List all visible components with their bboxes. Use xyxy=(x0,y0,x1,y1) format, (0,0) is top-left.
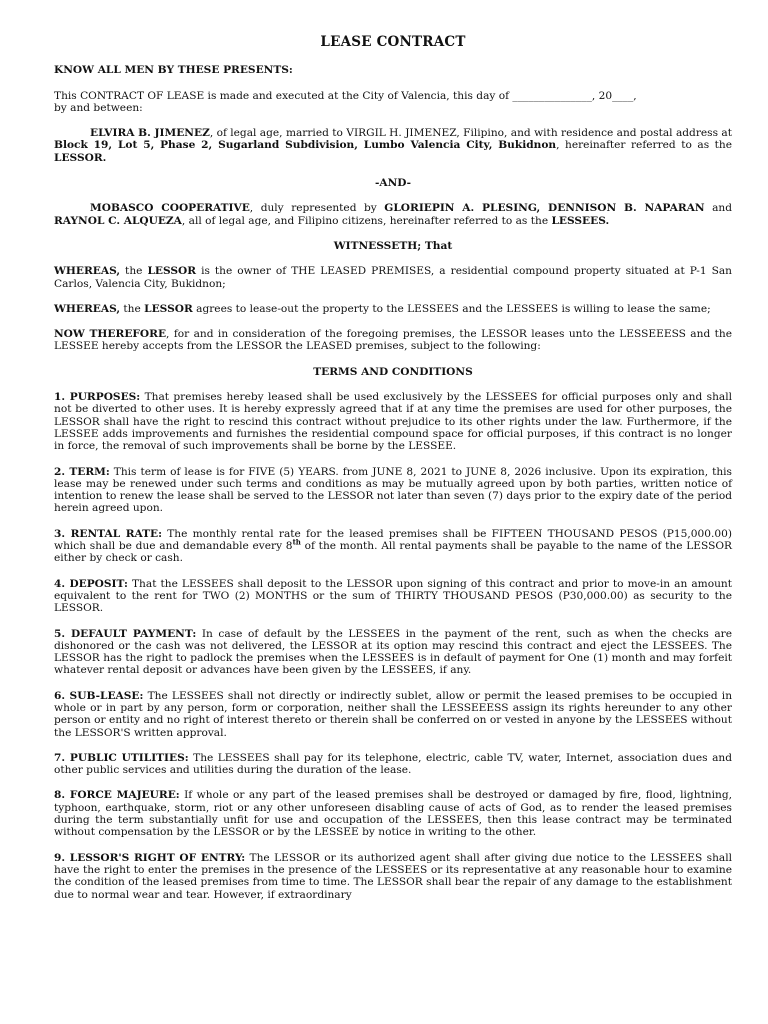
lessee-name: MOBASCO COOPERATIVE xyxy=(90,202,250,215)
intro-paragraph xyxy=(54,90,732,115)
whereas-1-text-b: is the owner of THE LEASED PREMISES, a residential compound property situated at P-1 San Carlos, Valencia City, Bukidnon; xyxy=(54,265,732,290)
section-text: In case of default by the LESSEES in the payment of the rent, such as when the checks are dishonored or the cash was not delivered, the LESSOR at its option may rescind this contract and eject the LESSEES. The LESSOR has the right to padlock the premises when the LESSEES is in default of payment for One (1) month and may forfeit whatever rental deposit or advances have been given by the LESSEES, if any. xyxy=(54,627,733,677)
whereas-1-text-a: the xyxy=(120,265,148,278)
lessor-role: LESSOR. xyxy=(54,151,107,164)
lessee-party-paragraph xyxy=(54,202,732,227)
intro-text-2: by and between: xyxy=(54,101,143,114)
section-text: The monthly rental rate for the leased premises shall be FIFTEEN THOUSAND PESOS (P15,000.00) which shall be due and demandable every 8 xyxy=(54,527,732,553)
section-text: The LESSEES shall pay for its telephone, electric, cable TV, water, Internet, association dues and other public services and utilities during the duration of the lease. xyxy=(54,751,733,777)
section-default-payment xyxy=(54,628,732,677)
lessor-text-1: , of legal age, married to VIRGIL H. JIMENEZ, Filipino, and with residence and postal address at xyxy=(209,127,732,140)
now-therefore-keyword: NOW THEREFORE xyxy=(54,328,167,341)
lessor-name: ELVIRA B. JIMENEZ xyxy=(90,127,210,140)
lessor-text-2: , hereinafter referred to as the xyxy=(556,139,732,152)
now-therefore-paragraph xyxy=(54,328,732,353)
section-text: If whole or any part of the leased premises shall be destroyed or damaged by fire, flood, lightning, typhoon, earthquake, storm, riot or any other unforeseen disabling cause of acts of God, as to render the leased premises during the term substantially unfit for use and occupation of the LESSEES, then this lease contract may be terminated without compensation by the LESSOR or by the LESSEE by notice in writing to the other. xyxy=(54,789,732,839)
section-sub-lease xyxy=(54,690,732,739)
lessee-rep-3: RAYNOL C. ALQUEZA xyxy=(54,214,182,227)
whereas-2-lessor: LESSOR xyxy=(144,302,193,315)
lessee-text-3: , all of legal age, and Filipino citizens, hereinafter referred to as the xyxy=(181,214,552,227)
whereas-1-lessor: LESSOR xyxy=(147,265,197,278)
section-force-majeure xyxy=(54,789,732,838)
whereas-2-text-b: agrees to lease-out the property to the LESSEES and the LESSEES is willing to lease the same; xyxy=(192,302,711,315)
whereas-2-keyword: WHEREAS, xyxy=(54,302,121,315)
now-therefore-text: , for and in consideration of the foregoing premises, the LESSOR leases unto the LESSEEESS and the LESSEE hereby accepts from the LESSOR the LEASED premises, subject to the following: xyxy=(54,328,732,353)
witnesseth-heading: WITNESSETH; That xyxy=(333,239,453,252)
know-all-heading: KNOW ALL MEN BY THESE PRESENTS: xyxy=(54,64,293,77)
section-heading: 7. PUBLIC UTILITIES: xyxy=(54,751,189,764)
section-heading: 6. SUB-LEASE: xyxy=(54,689,144,702)
terms-heading: TERMS AND CONDITIONS xyxy=(313,365,473,378)
lessor-party-paragraph xyxy=(54,127,732,164)
and-separator: -AND- xyxy=(374,177,412,190)
section-rental-rate xyxy=(54,528,732,565)
lessee-reps: GLORIEPIN A. PLESING, DENNISON B. NAPARAN xyxy=(384,202,705,215)
lessee-text-1: , duly represented by xyxy=(249,202,385,215)
intro-text: This CONTRACT OF LEASE is made and executed at the City of Valencia, this day of _______________, 20____, xyxy=(54,89,637,102)
whereas-2-paragraph xyxy=(54,303,732,315)
section-heading: 9. LESSOR'S RIGHT OF ENTRY: xyxy=(54,851,246,864)
section-heading: 4. DEPOSIT: xyxy=(54,577,128,590)
section-heading: 3. RENTAL RATE: xyxy=(54,527,163,540)
lessee-text-2: and xyxy=(704,202,732,215)
section-text: That the LESSEES shall deposit to the LESSOR upon signing of this contract and prior to move-in an amount equivalent to the rent for TWO (2) MONTHS or the sum of THIRTY THOUSAND PESOS (P30,000.00) as security to the LESSOR. xyxy=(54,577,732,615)
document-title: LEASE CONTRACT xyxy=(320,34,466,50)
whereas-1-paragraph xyxy=(54,265,732,290)
section-heading: 5. DEFAULT PAYMENT: xyxy=(54,627,197,640)
section-heading: 8. FORCE MAJEURE: xyxy=(54,789,180,802)
section-term xyxy=(54,466,732,515)
ordinal-suffix: th xyxy=(292,537,301,547)
section-text: That premises hereby leased shall be used exclusively by the LESSEES for official purposes only and shall not be diverted to other uses. It is hereby expressly agreed that if at any time the premises are used for other purposes, the LESSOR shall have the right to rescind this contract without prejudice to its other rights under the law. Furthermore, if the LESSEE adds improvements and furnishes the residential compound space for official purposes, if this contract is no longer in force, the removal of such improvements shall be borne by the LESSEE. xyxy=(54,391,732,453)
section-purposes xyxy=(54,391,732,452)
lessee-role: LESSEES. xyxy=(551,214,610,227)
section-text: The LESSOR or its authorized agent shall after giving due notice to the LESSEES shall have the right to enter the premises in the presence of the LESSEES or its representative at any reasonable hour to examine the condition of the leased premises from time to time. The LESSOR shall bear the repair of any damage to the establishment due to normal wear and tear. However, if extraordinary xyxy=(54,851,732,901)
whereas-2-text-a: the xyxy=(120,302,145,315)
section-heading: 1. PURPOSES: xyxy=(54,391,141,404)
section-deposit xyxy=(54,578,732,615)
section-text: The LESSEES shall not directly or indirectly sublet, allow or permit the leased premises to be occupied in whole or in part by any person, form or corporation, neither shall the LESSEEESS assign its rights hereunder to any other person or entity and no right of interest thereto or therein shall be conferred on or vested in anyone by the LESSEES without the LESSOR'S written approval. xyxy=(54,689,733,739)
lessor-address: Block 19, Lot 5, Phase 2, Sugarland Subdivision, Lumbo Valencia City, Bukidnon xyxy=(54,139,557,152)
section-right-of-entry xyxy=(54,852,732,901)
section-text: This term of lease is for FIVE (5) YEARS. from JUNE 8, 2021 to JUNE 8, 2026 inclusive. Upon its expiration, this lease may be renewed under such terms and conditions as may be mutually agreed upon by both parties, written notice of intention to renew the lease shall be served to the LESSOR not later than seven (7) days prior to the expiry date of the period herein agreed upon. xyxy=(54,465,732,515)
section-heading: 2. TERM: xyxy=(54,465,110,478)
section-public-utilities xyxy=(54,752,732,777)
section-text-cont: of the month. All rental payments shall be payable to the name of the LESSOR either by check or cash. xyxy=(54,540,732,565)
whereas-1-keyword: WHEREAS, xyxy=(54,265,121,278)
